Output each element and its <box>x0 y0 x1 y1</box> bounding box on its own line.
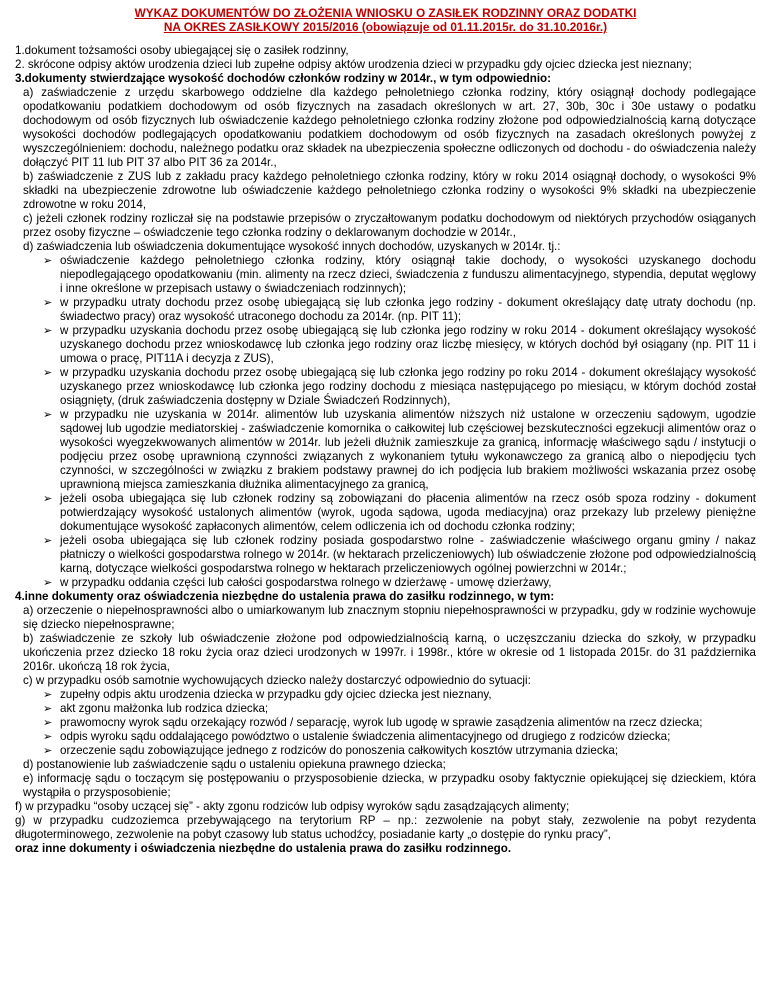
item-4g: g) w przypadku cudzoziemca przebywającego na terytorium RP – np.: zezwolenie na pobyt stały, zezwolenie na pobyt rezydenta długoterminowego, zezwolenie na pobyt czasowy lub status uchodźcy, posiadanie karty „o dostępie do rynku pracy”, <box>15 814 756 841</box>
arrow-bullet-icon: ➢ <box>43 325 53 337</box>
arrow-bullet-icon: ➢ <box>43 297 53 309</box>
list-item: ➢ w przypadku utraty dochodu przez osobę ubiegającą się lub członka jego rodziny - dokument określający datę utraty dochodu (np. świadectwo pracy) oraz wysokość utraconego dochodu za 2014r. (np. PIT 11); <box>43 296 756 323</box>
list-item: ➢ w przypadku oddania części lub całości gospodarstwa rolnego w dzierżawę - umowę dzierżawy, <box>43 576 552 589</box>
item-4b: b) zaświadczenie ze szkoły lub oświadczenie złożone pod odpowiedzialnością karną, o uczęszczaniu dziecka do szkoły, w przypadku ukończenia przez dziecko 18 roku życia oraz dzieci urodzonych w 1997r. i 1998r., które w okresie od 1 listopada 2015r. do 31 października 2016r. ukończą 18 rok życia, <box>23 632 756 673</box>
arrow-bullet-icon: ➢ <box>43 731 53 743</box>
item-4a: a) orzeczenie o niepełnosprawności albo o umiarkowanym lub znacznym stopniu niepełnosprawności w przypadku, gdy w rodzinie wychowuje się dziecko niepełnosprawne; <box>23 604 756 631</box>
arrow-bullet-icon: ➢ <box>43 577 53 589</box>
list-item: ➢ w przypadku nie uzyskania w 2014r. alimentów lub uzyskania alimentów niższych niż ustalone w orzeczeniu sądowym, ugodzie sądowej lub ugodzie mediatorskiej - zaświadczenie komornika o całkowitej lub częściowej bezskuteczności egzekucji alimentów oraz o wysokości wyegzekwowanych alimentów w 2014r. lub jeżeli dłużnik zamieszkuje za granicą, informację właściwego sądu / instytucji o podjęciu przez osobę uprawnioną czynności związanych z wykonaniem tytułu wykonawczego za granicą albo o niepodjęciu tych czynności, w szczególności w związku z brakiem podstawy prawnej do ich podjęcia lub brakiem możliwości wskazania przez osobę uprawnioną miejsca zamieszkania dłużnika alimentacyjnego za granicą, <box>43 408 756 491</box>
list-item: ➢ zupełny odpis aktu urodzenia dziecka w przypadku gdy ojciec dziecka jest nieznany, <box>43 688 492 701</box>
arrow-bullet-icon: ➢ <box>43 535 53 547</box>
closing-line: oraz inne dokumenty i oświadczenia niezbędne do ustalenia prawa do zasiłku rodzinnego. <box>15 842 512 855</box>
item-4d: d) postanowienie lub zaświadczenie sądu o ustaleniu opiekuna prawnego dziecka; <box>23 758 446 771</box>
list-item: ➢ oświadczenie każdego pełnoletniego członka rodziny, który osiągnął takie dochody, o wysokości uzyskanego dochodu niepodlegającego opodatkowaniu (min. alimenty na rzecz dzieci, świadczenia z funduszu alimentacyjnego, stypendia, deputat węglowy i inne określone w przepisach ustawy o świadczeniach rodzinnych); <box>43 254 756 295</box>
list-item: ➢ prawomocny wyrok sądu orzekający rozwód / separację, wyrok lub ugodę w sprawie zasądzenia alimentów na rzecz dziecka; <box>43 716 703 729</box>
list-item: ➢ odpis wyroku sądu oddalającego powództwo o ustalenie świadczenia alimentacyjnego od drugiego z rodziców dziecka; <box>43 730 671 743</box>
list-item: ➢ jeżeli osoba ubiegająca się lub członek rodziny posiada gospodarstwo rolne - zaświadczenie właściwego organu gminy / nakaz płatniczy o wielkości gospodarstwa rolnego w 2014r. (w hektarach przeliczeniowych) lub oświadczenie złożone pod odpowiedzialnością karną, dotyczące wielkości gospodarstwa rolnego w hektarach przeliczeniowych ogólnej powierzchni w 2014r.; <box>43 534 756 575</box>
item-3-heading: 3.dokumenty stwierdzające wysokość dochodów członków rodziny w 2014r., w tym odpowiednio: <box>15 72 552 85</box>
item-3d: d) zaświadczenia lub oświadczenia dokumentujące wysokość innych dochodów, uzyskanych w 2014r. tj.: <box>23 240 561 253</box>
title-line-1: WYKAZ DOKUMENTÓW DO ZŁOŻENIA WNIOSKU O ZASIŁEK RODZINNY ORAZ DODATKI <box>134 6 637 20</box>
title-period: NA OKRES ZASIŁKOWY 2015/2016 <box>163 20 359 34</box>
item-4e: e) informację sądu o toczącym się postępowaniu o przysposobienie dziecka, w przypadku osoby faktycznie opiekującej się dzieckiem, która wystąpiła o przysposobienie; <box>23 772 756 799</box>
list-item: ➢ akt zgonu małżonka lub rodzica dziecka; <box>43 702 269 715</box>
arrow-bullet-icon: ➢ <box>43 703 53 715</box>
arrow-bullet-icon: ➢ <box>43 255 53 267</box>
arrow-bullet-icon: ➢ <box>43 409 53 421</box>
item-4f: f) w przypadku “osoby uczącej się” - akty zgonu rodziców lub odpisy wyroków sądu zasądzających alimenty; <box>15 800 570 813</box>
list-item: ➢ jeżeli osoba ubiegająca się lub członek rodziny są zobowiązani do płacenia alimentów na rzecz osób spoza rodziny - dokument potwierdzający wysokość ustalonych alimentów (wyrok, ugoda sądowa, ugoda mediacyjna) oraz przekazy lub przelewy pieniężne dokumentujące wysokość zapłaconych alimentów, celem odliczenia ich od dochodu członka rodziny; <box>43 492 756 533</box>
item-1: 1.dokument tożsamości osoby ubiegającej się o zasiłek rodzinny, <box>15 44 349 57</box>
arrow-bullet-icon: ➢ <box>43 717 53 729</box>
item-4-list <box>23 604 756 800</box>
item-3a: a) zaświadczenie z urzędu skarbowego oddzielne dla każdego pełnoletniego członka rodziny, który osiągnął dochody podlegające opodatkowaniu podatkiem dochodowym od osób fizycznych na zasadach określonych w art. 27, 30b, 30c i 30e ustawy o podatku dochodowym od osób fizycznych lub oświadczenie każdego pełnoletniego członka rodziny złożone pod odpowiedzialnością karną dotyczące wysokości dochodów podlegających opodatkowaniu podatkiem dochodowym od osób fizycznych na zasadach określonych powyżej z wyszczególnieniem: dochodu, należnego podatku oraz składek na ubezpieczenia społeczne odliczonych od dochodu - do oświadczenia należy dołączyć PIT 11 lub PIT 37 albo PIT 36 za 2014r., <box>23 86 756 169</box>
arrow-bullet-icon: ➢ <box>43 689 53 701</box>
item-4c: c) w przypadku osób samotnie wychowujących dziecko należy dostarczyć odpowiednio do sytuacji: <box>23 674 531 687</box>
item-3c: c) jeżeli członek rodziny rozliczał się na podstawie przepisów o zryczałtowanym podatku dochodowym od niektórych przychodów osiąganych przez osoby fizyczne – oświadczenie tego członka rodziny o deklarowanym dochodzie w 2014r., <box>23 212 756 239</box>
list-item: ➢ w przypadku uzyskania dochodu przez osobę ubiegającą się lub członka jego rodziny po roku 2014 - dokument określający wysokość uzyskanego przez wnioskodawcę lub członka jego rodziny dochodu z miesiąca następującego po miesiącu, w którym dochód został osiągnięty, (druk zaświadczenia dostępny w Dziale Świadczeń Rodzinnych), <box>43 366 756 407</box>
title-line-2 <box>15 20 756 34</box>
item-3-list <box>23 86 756 590</box>
validity-dates: (obowiązuje od 01.11.2015r. do 31.10.2016r.) <box>361 20 608 34</box>
document-title <box>15 6 756 34</box>
arrow-bullet-icon: ➢ <box>43 367 53 379</box>
item-4-heading: 4.inne dokumenty oraz oświadczenia niezbędne do ustalenia prawa do zasiłku rodzinnego, w tym: <box>15 590 555 603</box>
list-item: ➢ orzeczenie sądu zobowiązujące jednego z rodziców do ponoszenia całkowitych kosztów utrzymania dziecka; <box>43 744 619 757</box>
arrow-bullet-icon: ➢ <box>43 493 53 505</box>
arrow-bullet-icon: ➢ <box>43 745 53 757</box>
item-3b: b) zaświadczenie z ZUS lub z zakładu pracy każdego pełnoletniego członka rodziny, który w roku 2014 osiągnął dochody, o wysokości 9% składki na ubezpieczenie zdrowotne lub oświadczenie każdego pełnoletniego członka rodziny o wysokości 9% składki na ubezpieczenie zdrowotne w roku 2014, <box>23 170 756 211</box>
item-2: 2. skrócone odpisy aktów urodzenia dzieci lub zupełne odpisy aktów urodzenia dzieci w przypadku gdy ojciec dziecka jest nieznany; <box>15 58 692 71</box>
list-item: ➢ w przypadku uzyskania dochodu przez osobę ubiegającą się lub członka jego rodziny w roku 2014 - dokument określający wysokość uzyskanego dochodu przez wnioskodawcę lub członka jego rodziny oraz liczbę miesięcy, w których dochód był osiągany (np. PIT 11 i umowa o pracę, PIT11A i decyzja z ZUS), <box>43 324 756 365</box>
